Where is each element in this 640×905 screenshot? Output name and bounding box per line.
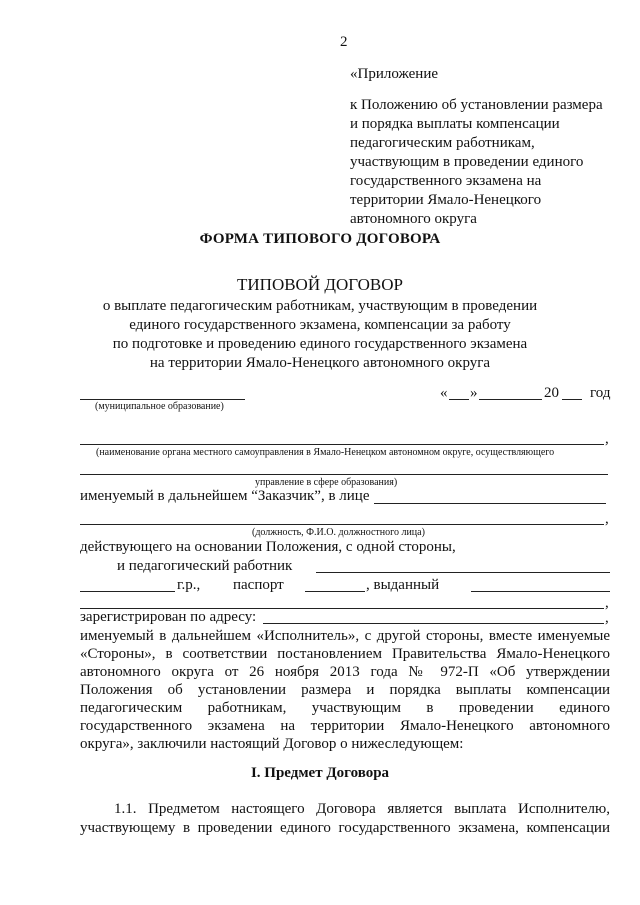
paragraph-line: «Стороны», в соответствии постановлением Правительства Ямало-Ненецкого xyxy=(80,646,610,662)
contract-title: ТИПОВОЙ ДОГОВОР xyxy=(237,275,403,294)
clause-line: участвующему в проведении единого государственного экзамена, компенсации xyxy=(80,820,610,836)
clause-line: 1.1. Предметом настоящего Договора является выплата Исполнителю, xyxy=(114,801,610,817)
customer-text: именуемый в дальнейшем “Заказчик”, в лице xyxy=(80,488,370,504)
section-title: I. Предмет Договора xyxy=(250,765,390,781)
paragraph-line: именуемый в дальнейшем «Исполнитель», с другой стороны, вместе именуемые xyxy=(80,628,610,644)
appendix-line: педагогическим работникам, xyxy=(350,135,535,151)
appendix-line: и порядка выплаты компенсации xyxy=(350,116,560,132)
subtitle-line: единого государственного экзамена, компенсации за работу xyxy=(129,317,511,333)
appendix-line: автономного округа xyxy=(350,211,477,227)
subtitle-line: по подготовке и проведению единого государственного экзамена xyxy=(112,336,528,352)
authority-field-cont[interactable] xyxy=(80,474,608,475)
passport-field[interactable] xyxy=(305,591,365,592)
subtitle-line: на территории Ямало-Ненецкого автономного округа xyxy=(149,355,491,371)
municipality-field[interactable] xyxy=(80,399,245,400)
authority-field[interactable] xyxy=(80,444,604,445)
month-field[interactable] xyxy=(479,399,542,400)
paragraph-line: государственного экзамена на территории Ямало-Ненецкого автономного xyxy=(80,718,610,734)
subtitle-line: о выплате педагогическим работникам, участвующим в проведении xyxy=(102,298,538,314)
form-title: ФОРМА ТИПОВОГО ДОГОВОРА xyxy=(199,231,441,247)
appendix-title: «Приложение xyxy=(350,66,439,82)
appendix-line: к Положению об установлении размера xyxy=(350,97,603,113)
customer-representative-field[interactable] xyxy=(374,503,606,504)
registered-text: зарегистрирован по адресу: xyxy=(80,609,257,625)
year-field[interactable] xyxy=(562,399,582,400)
appendix-line: государственного экзамена на xyxy=(350,173,542,189)
teacher-name-field[interactable] xyxy=(316,572,610,573)
position-caption: (должность, Ф.И.О. должностного лица) xyxy=(252,527,425,538)
acting-text: действующего на основании Положения, с одной стороны, xyxy=(80,539,456,555)
authority-caption: (наименование органа местного самоуправления в Ямало-Ненецком автономном округе, осуществляющего xyxy=(96,447,555,458)
day-field[interactable] xyxy=(449,399,469,400)
paragraph-line: округа», заключили настоящий Договор о нижеследующем: xyxy=(80,736,464,752)
page-number: 2 xyxy=(340,34,348,50)
appendix-line: участвующим в проведении единого xyxy=(350,154,584,170)
teacher-text: и педагогический работник xyxy=(117,558,293,574)
issued-by-field[interactable] xyxy=(471,591,610,592)
appendix-line: территории Ямало-Ненецкого xyxy=(350,192,542,208)
authority-caption-cont: управление в сфере образования) xyxy=(255,477,398,488)
paragraph-line: педагогическим работникам, участвующим в проведении единого xyxy=(80,700,610,716)
paragraph-line: Положения об установлении размера и порядка выплаты компенсации xyxy=(80,682,610,698)
birth-year-field[interactable] xyxy=(80,591,175,592)
address-field[interactable] xyxy=(263,623,604,624)
municipality-caption: (муниципальное образование) xyxy=(95,401,224,412)
position-field[interactable] xyxy=(80,524,604,525)
paragraph-line: автономного округа от 26 ноября 2013 года № 972-П «Об утверждении xyxy=(80,664,610,680)
